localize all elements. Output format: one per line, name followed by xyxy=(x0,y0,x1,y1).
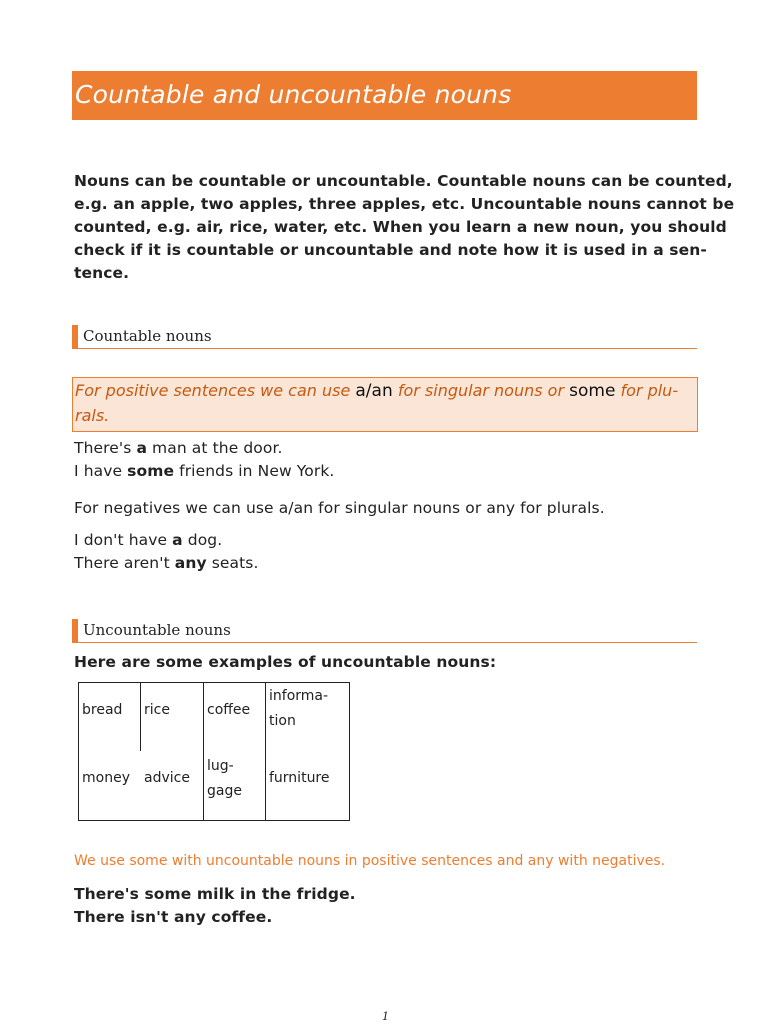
page-number: 1 xyxy=(382,1010,389,1023)
example-keyword: any xyxy=(174,908,206,926)
table-cell: lug- xyxy=(207,758,234,774)
note-text: For positive sentences we can use xyxy=(75,381,356,400)
example-text: dog. xyxy=(182,531,223,549)
example-text: man at the door. xyxy=(147,439,283,457)
page-title: Countable and uncountable nouns xyxy=(75,80,512,109)
example-sentence xyxy=(74,908,272,926)
intro-line: e.g. an apple, two apples, three apples, etc. Uncountable nouns cannot be xyxy=(74,195,735,213)
note-line-2: rals. xyxy=(75,406,110,425)
note-text: for plu- xyxy=(615,381,679,400)
example-keyword: some xyxy=(144,885,192,903)
intro-paragraph xyxy=(74,170,735,285)
example-sentence xyxy=(74,554,259,572)
example-sentence xyxy=(74,885,356,903)
example-text: There isn't xyxy=(74,908,174,926)
note-text: for singular nouns or xyxy=(392,381,570,400)
table-cell: tion xyxy=(269,713,296,729)
example-keyword: a xyxy=(136,439,148,457)
uncountable-section-heading xyxy=(72,619,697,643)
example-sentence xyxy=(74,462,334,480)
example-text: There's xyxy=(74,885,145,903)
example-text: There aren't xyxy=(74,554,175,572)
table-cell: advice xyxy=(144,770,190,786)
example-text: friends in New York. xyxy=(174,462,335,480)
table-cell: informa- xyxy=(269,688,329,704)
example-text: I have xyxy=(74,462,128,480)
table-divider xyxy=(265,683,266,820)
note-article: a/an xyxy=(355,381,393,401)
example-keyword: some xyxy=(127,462,175,480)
example-text: milk in the fridge. xyxy=(191,885,356,903)
table-cell: rice xyxy=(144,702,170,718)
table-cell: coffee xyxy=(207,702,251,718)
intro-line: tence. xyxy=(74,264,130,282)
uncountable-nouns-table xyxy=(78,682,350,821)
intro-line: counted, e.g. air, rice, water, etc. When you learn a new noun, you should xyxy=(74,218,727,236)
table-cell: furniture xyxy=(269,770,330,786)
note-line-1 xyxy=(75,381,678,401)
example-keyword: a xyxy=(172,531,183,549)
intro-line: check if it is countable or uncountable and note how it is used in a sen- xyxy=(74,241,707,259)
title-banner xyxy=(72,71,697,120)
intro-line: Nouns can be countable or uncountable. Countable nouns can be counted, xyxy=(74,172,733,190)
uncountable-rule: We use some with uncountable nouns in positive sentences and any with negatives. xyxy=(74,853,666,869)
uncountable-intro: Here are some examples of uncountable nouns: xyxy=(74,653,497,671)
example-keyword: any xyxy=(174,554,207,572)
example-sentence xyxy=(74,531,222,549)
countable-heading-label: Countable nouns xyxy=(83,327,212,345)
table-cell: bread xyxy=(82,702,123,718)
heading-marker xyxy=(72,619,78,643)
table-cell: money xyxy=(82,770,130,786)
note-some: some xyxy=(569,381,616,401)
countable-section-heading xyxy=(72,325,697,349)
table-cell: gage xyxy=(207,783,242,799)
example-sentence xyxy=(74,439,283,457)
example-text: There's xyxy=(74,439,137,457)
positive-rule-note xyxy=(72,377,698,432)
example-text: seats. xyxy=(206,554,259,572)
uncountable-heading-label: Uncountable nouns xyxy=(83,621,231,639)
example-text: I don't have xyxy=(74,531,173,549)
example-text: coffee. xyxy=(205,908,273,926)
table-divider xyxy=(140,683,141,751)
heading-marker xyxy=(72,325,78,349)
table-divider xyxy=(203,683,204,820)
negatives-rule: For negatives we can use a/an for singular nouns or any for plurals. xyxy=(74,499,605,517)
